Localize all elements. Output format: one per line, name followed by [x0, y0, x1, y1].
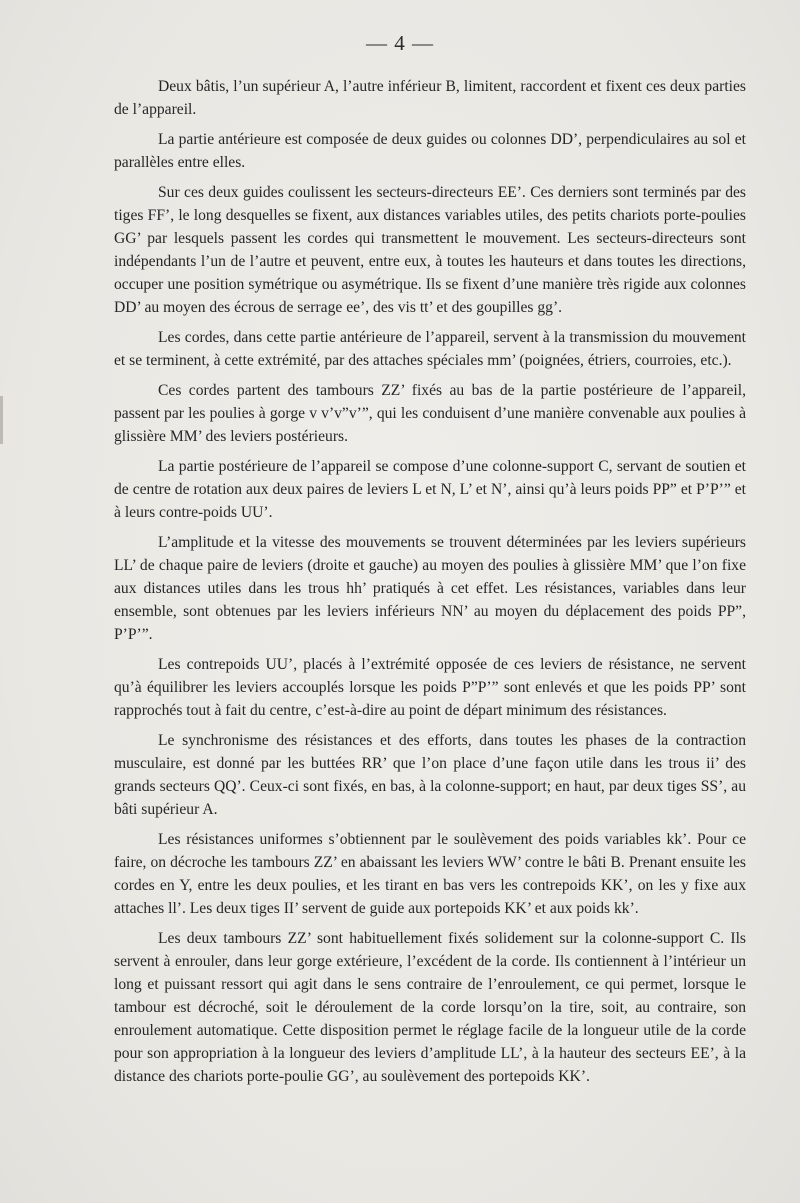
paragraph: Les cordes, dans cette partie antérieure de l’appareil, servent à la transmission du mouvement et se terminent, à cette extrémité, par des attaches spéciales mm’ (poignées, étriers, courroies, etc.).	[114, 329, 746, 369]
paragraph: Les contrepoids UU’, placés à l’extrémité opposée de ces leviers de résistance, ne servent qu’à équilibrer les leviers accouplés lorsque les poids P”P’” sont enlevés et que les poids PP’ sont rapprochés tout à fait du centre, c’est-à-dire au point de départ minimum des résistances.	[114, 656, 746, 719]
paragraph: Sur ces deux guides coulissent les secteurs-directeurs EE’. Ces derniers sont terminés par des tiges FF’, le long desquelles se fixent, aux distances variables utiles, des petits chariots porte-poulies GG’ par lesquels passent les cordes qui transmettent le mouvement. Les secteurs-directeurs sont indépendants l’un de l’autre et peuvent, entre eux, à toutes les hauteurs et dans toutes les directions, occuper une position symétrique ou asymétrique. Ils se fixent d’une manière très rigide aux colonnes DD’ au moyen des écrous de serrage ee’, des vis tt’ et des goupilles gg’.	[114, 184, 746, 316]
paragraph: Deux bâtis, l’un supérieur A, l’autre inférieur B, limitent, raccordent et fixent ces deux parties de l’appareil.	[114, 78, 746, 118]
paragraph: Le synchronisme des résistances et des efforts, dans toutes les phases de la contraction musculaire, est donné par les buttées RR’ que l’on place d’une façon utile dans les trous ii’ des grands secteurs QQ’. Ceux-ci sont fixés, en bas, à la colonne-support; en haut, par deux tiges SS’, au bâti supérieur A.	[114, 732, 746, 818]
body-text	[114, 75, 746, 1095]
page-number: — 4 —	[366, 31, 434, 55]
paragraph: Les deux tambours ZZ’ sont habituellement fixés solidement sur la colonne-support C. Ils servent à enrouler, dans leur gorge extérieure, l’excédent de la corde. Ils contiennent à l’intérieur un long et puissant ressort qui agit dans le sens contraire de l’enroulement, ce qui permet, lorsque le tambour est décroché, soit le déroulement de la corde lorsqu’on la tire, soit, au contraire, son enroulement automatique. Cette disposition permet le réglage facile de la longueur utile de la corde pour son appropriation à la longueur des leviers d’amplitude LL’, à la hauteur des secteurs EE’, à la distance des chariots porte-poulie GG’, au soulèvement des portepoids KK’.	[114, 930, 746, 1085]
paragraph: Ces cordes partent des tambours ZZ’ fixés au bas de la partie postérieure de l’appareil, passent par les poulies à gorge v v’v”v’”, qui les conduisent d’une manière convenable aux poulies à glissière MM’ des leviers postérieurs.	[114, 382, 746, 445]
paragraph: La partie antérieure est composée de deux guides ou colonnes DD’, perpendiculaires au sol et parallèles entre elles.	[114, 131, 746, 171]
paragraph: Les résistances uniformes s’obtiennent par le soulèvement des poids variables kk’. Pour ce faire, on décroche les tambours ZZ’ en abaissant les leviers WW’ contre le bâti B. Prenant ensuite les cordes en Y, entre les deux poulies, et les tirant en bas vers les contrepoids KK’, on les y fixe aux attaches ll’. Les deux tiges II’ servent de guide aux portepoids KK’ et aux poids kk’.	[114, 831, 746, 917]
page-edge-mark	[0, 396, 3, 444]
paragraph: La partie postérieure de l’appareil se compose d’une colonne-support C, servant de soutien et de centre de rotation aux deux paires de leviers L et N, L’ et N’, ainsi qu’à leurs poids PP” et P’P’” et à leurs contre-poids UU’.	[114, 458, 746, 521]
paragraph: L’amplitude et la vitesse des mouvements se trouvent déterminées par les leviers supérieurs LL’ de chaque paire de leviers (droite et gauche) au moyen des poulies à glissière MM’ que l’on fixe aux distances utiles dans les trous hh’ pratiqués à cet effet. Les résistances, variables dans leur ensemble, sont obtenues par les leviers inférieurs NN’ au moyen du déplacement des poids PP”, P’P’”.	[114, 534, 746, 643]
